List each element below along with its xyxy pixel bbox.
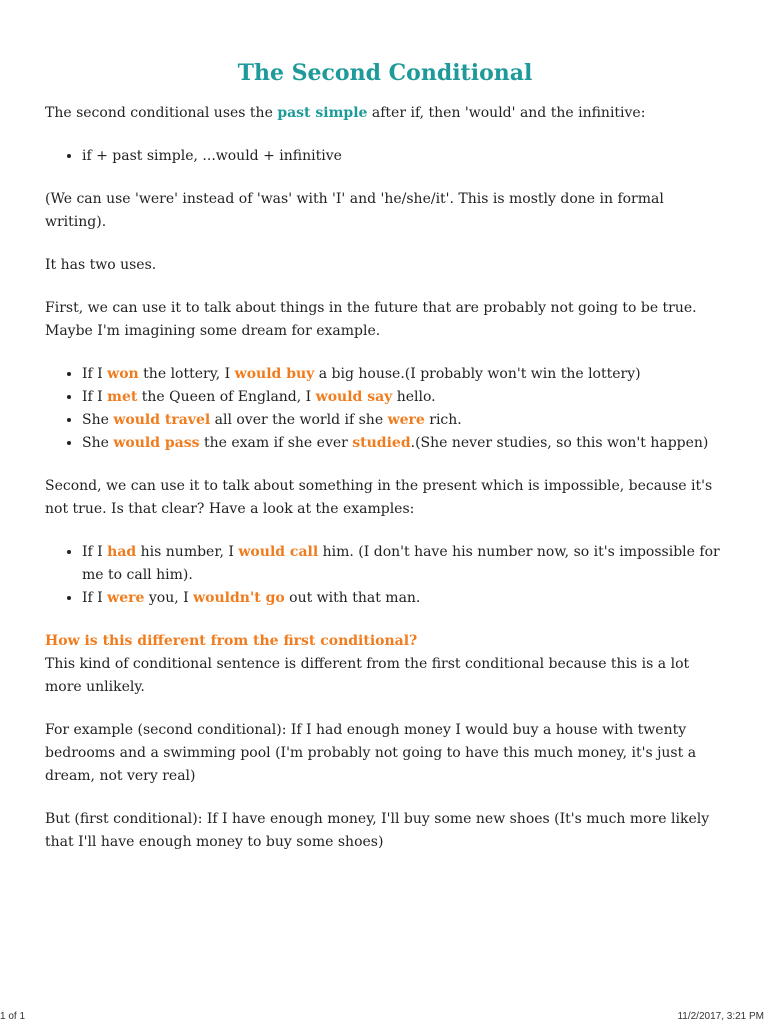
example-text: If I (82, 366, 108, 382)
page-title: The Second Conditional (237, 60, 533, 86)
example-text: out with that man. (284, 590, 421, 606)
example-text: rich. (424, 412, 462, 428)
first-conditional-example-paragraph: But (first conditional): If I have enough money, I'll buy some new shoes (It's much more likely that I'll have enough money to buy some shoes) (45, 811, 710, 850)
example-text: If I (82, 389, 108, 405)
example-text: .(She never studies, so this won't happen) (410, 435, 709, 451)
example-highlight: studied (352, 435, 411, 451)
example-highlight: were (107, 590, 145, 606)
example-text: She (82, 435, 114, 451)
formula-item: • if + past simple, ...would + infinitive (82, 145, 725, 168)
first-examples-list (45, 363, 725, 455)
list-item (82, 363, 725, 386)
difference-paragraph: This kind of conditional sentence is different from the first conditional because this is a lot more unlikely. (45, 656, 690, 695)
list-item (82, 386, 725, 409)
section-subheading: How is this different from the first conditional? (45, 633, 418, 649)
uses-intro-paragraph: It has two uses. (45, 257, 157, 273)
example-text: all over the world if she (210, 412, 388, 428)
example-text: his number, I (136, 544, 239, 560)
example-text: him. (I don't have his number now, so it's impossible for me to call him). (82, 544, 720, 583)
example-text: If I (82, 590, 108, 606)
example-highlight: would pass (113, 435, 200, 451)
second-examples-list (45, 541, 725, 610)
example-text: the exam if she ever (199, 435, 353, 451)
intro-paragraph (45, 102, 725, 125)
intro-highlight: past simple (277, 105, 368, 121)
list-item (82, 587, 725, 610)
list-item (82, 432, 725, 455)
example-highlight: had (107, 544, 137, 560)
first-use-paragraph: First, we can use it to talk about things in the future that are probably not going to be true. Maybe I'm imagining some dream for example. (45, 300, 697, 339)
print-timestamp: 11/2/2017, 3:21 PM (677, 1011, 764, 1022)
example-highlight: would buy (234, 366, 315, 382)
example-text: you, I (144, 590, 194, 606)
note-paragraph: (We can use 'were' instead of 'was' with 'I' and 'he/she/it'. This is mostly done in formal writing). (45, 191, 664, 230)
example-text: the Queen of England, I (137, 389, 316, 405)
intro-text-post: after if, then 'would' and the infinitive: (367, 105, 646, 121)
example-text: She (82, 412, 114, 428)
document-page (45, 58, 725, 874)
list-item (82, 541, 725, 587)
example-highlight: would call (238, 544, 319, 560)
second-conditional-example-paragraph: For example (second conditional): If I had enough money I would buy a house with twenty bedrooms and a swimming pool (I'm probably not going to have this much money, it's just a dream, not very real) (45, 722, 697, 784)
example-highlight: won (107, 366, 139, 382)
list-item (82, 409, 725, 432)
example-highlight: would say (315, 389, 393, 405)
example-highlight: met (107, 389, 138, 405)
second-use-paragraph: Second, we can use it to talk about something in the present which is impossible, because it's not true. Is that clear? Have a look at the examples: (45, 478, 713, 517)
intro-text-pre: The second conditional uses the (45, 105, 278, 121)
example-text: If I (82, 544, 108, 560)
example-highlight: were (387, 412, 425, 428)
example-highlight: would travel (113, 412, 211, 428)
formula-list (45, 145, 725, 168)
example-highlight: wouldn't go (193, 590, 285, 606)
example-text: hello. (392, 389, 436, 405)
example-text: a big house.(I probably won't win the lottery) (314, 366, 641, 382)
page-number: 1 of 1 (0, 1011, 26, 1022)
example-text: the lottery, I (138, 366, 235, 382)
